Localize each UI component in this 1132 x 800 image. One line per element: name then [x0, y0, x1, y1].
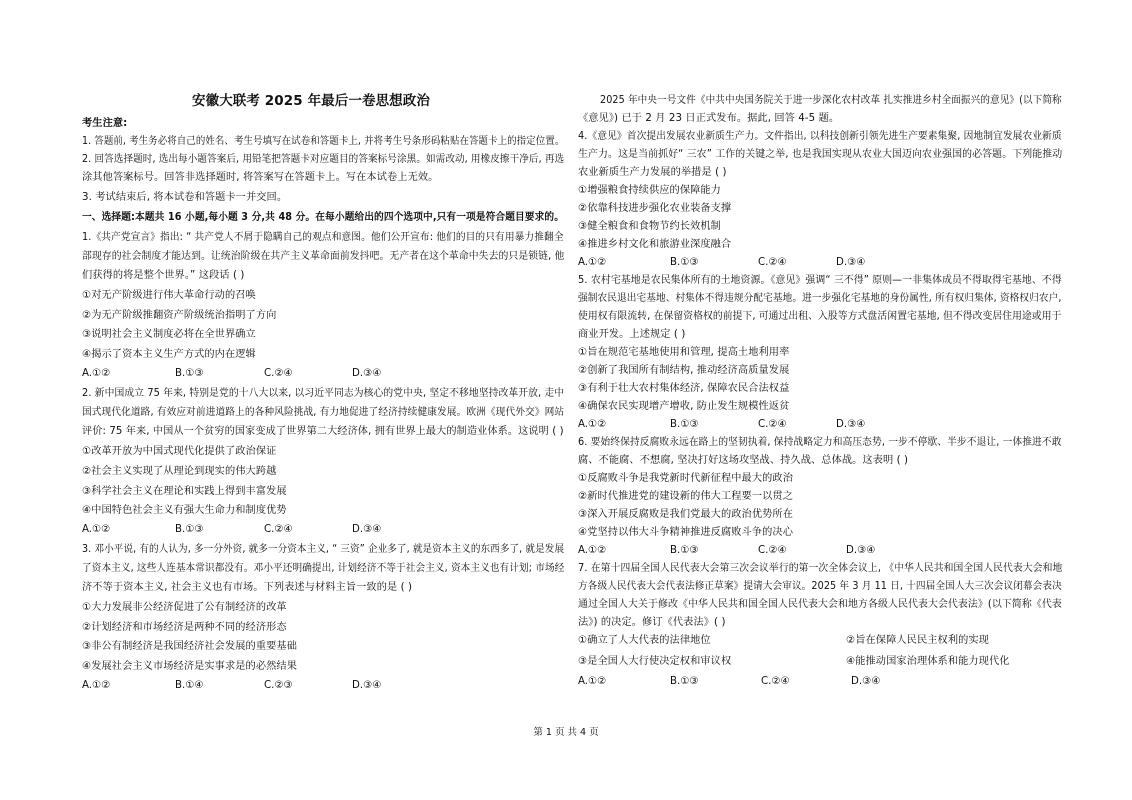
- question-stem: 国式现代化道路, 有效应对前进道路上的各种风险挑战, 有力地促进了经济持续健康发展。欧洲《现代外交》网站: [82, 407, 565, 418]
- question-item: ②创新了我国所有制结构, 推动经济高质量发展: [578, 365, 790, 376]
- answer-options: [82, 368, 564, 380]
- option-b: B.①③: [175, 368, 204, 379]
- notice-line: 涂其他答案标号。回答非选择题时, 将答案写在答题卡上。写在本试卷上无效。: [82, 172, 439, 183]
- notice-label: 考生注意:: [82, 118, 128, 129]
- question-item: ①改革开放为中国式现代化提供了政治保证: [82, 446, 277, 457]
- question-stem: 3. 邓小平说, 有的人认为, 多一分外资, 就多一分资本主义, “ 三资” 企业多了, 就是资本主义的东西多了, 就是发展: [82, 544, 565, 555]
- option-d: D.③④: [846, 545, 876, 556]
- option-d: D.③④: [836, 257, 866, 268]
- option-a: A.①②: [82, 368, 111, 379]
- question-item: ③深入开展反腐败是我们党最大的政治优势所在: [578, 509, 793, 520]
- exam-title: 安徽大联考 2025 年最后一卷思想政治: [192, 93, 430, 109]
- option-d: D.③④: [836, 419, 866, 430]
- option-a: A.①②: [578, 676, 607, 687]
- option-c: C.②④: [758, 257, 787, 268]
- question-item: ②旨在保障人民民主权利的实现: [846, 635, 989, 646]
- option-b: B.①③: [670, 545, 699, 556]
- question-item: ②为无产阶级推翻资产阶级统治指明了方向: [82, 310, 277, 321]
- question-stem: 方各级人民代表大会代表法修正草案》提请大会审议。2025 年 3 月 11 日, 十四届全国人大三次会议闭幕会表决: [578, 581, 1062, 592]
- question-item: ①增强粮食持续供应的保障能力: [578, 185, 721, 196]
- question-item: ③是全国人大行使决定权和审议权: [578, 656, 732, 667]
- question-item: ②计划经济和市场经济是两种不同的经济形态: [82, 622, 287, 633]
- question-stem: 7. 在第十四届全国人民代表大会第三次会议举行的第一次全体会议上, 《中华人民共和国全国人民代表大会和地: [578, 563, 1063, 574]
- question-item: ②依靠科技进步强化农业装备支撑: [578, 203, 732, 214]
- section-heading: 一、选择题:本题共 16 小题,每小题 3 分,共 48 分。在每小题给出的四个选项中,只有一项是符合题目要求的。: [82, 212, 565, 223]
- question-item: ①确立了人大代表的法律地位: [578, 635, 711, 646]
- question-item: ③有利于壮大农村集体经济, 保障农民合法权益: [578, 383, 790, 394]
- question-stem: 使用权有限流转, 在保留资格权的前提下, 可通过出租、入股等方式盘活闲置宅基地, 但不得改变居住用途或用于: [578, 311, 1062, 322]
- question-stem: 农业新质生产力发展的举措是 ( ): [578, 167, 727, 178]
- answer-options: [82, 680, 564, 692]
- option-d: D.③④: [352, 368, 382, 379]
- option-c: C.②④: [264, 368, 293, 379]
- question-item: ③科学社会主义在理论和实践上得到丰富发展: [82, 486, 287, 497]
- question-item: ①对无产阶级进行伟大革命行动的召唤: [82, 290, 256, 301]
- option-a: A.①②: [578, 419, 607, 430]
- question-stem: 5. 农村宅基地是农民集体所有的土地资源。《意见》强调“ 三不得” 原则—一非集体成员不得取得宅基地、不得: [578, 275, 1062, 286]
- question-item: ④能推动国家治理体系和能力现代化: [846, 656, 1010, 667]
- question-item: ④发展社会主义市场经济是实事求是的必然结果: [82, 661, 297, 672]
- option-d: D.③④: [352, 680, 382, 691]
- answer-options: [578, 419, 1062, 431]
- question-item: ①大力发展非公经济促进了公有制经济的改革: [82, 602, 287, 613]
- option-d: D.③④: [352, 524, 382, 535]
- question-stem: 强制农民退出宅基地、村集体不得违规分配宅基地。进一步强化宅基地的身份属性, 所有权归集体, 资格权归农户,: [578, 293, 1062, 304]
- question-stem: 1.《共产党宣言》指出: “ 共产党人不屑于隐瞒自己的观点和意图。他们公开宣布: 他们的目的只有用暴力推翻全: [82, 232, 564, 243]
- question-stem: 济不等于资本主义, 社会主义也有市场。下列表述与材料主旨一致的是 ( ): [82, 582, 413, 593]
- answer-options: [578, 545, 1062, 557]
- question-item: ①旨在规范宅基地使用和管理, 提高土地利用率: [578, 347, 790, 358]
- notice-line: 1. 答题前, 考生务必将自己的姓名、考生号填写在试卷和答题卡上, 并将考生号条形码粘贴在答题卡上的指定位置。: [82, 136, 565, 147]
- answer-options: [578, 676, 1062, 688]
- material-intro: 《意见》) 已于 2 月 23 日正式发布。据此, 回答 4-5 题。: [578, 113, 840, 124]
- option-a: A.①②: [578, 545, 607, 556]
- question-item: ②社会主义实现了从理论到现实的伟大跨越: [82, 466, 277, 477]
- question-item: ④揭示了资本主义生产方式的内在逻辑: [82, 349, 256, 360]
- option-b: B.①③: [670, 419, 699, 430]
- answer-options: [82, 524, 564, 536]
- option-c: C.②③: [264, 680, 293, 691]
- option-b: B.①③: [670, 257, 699, 268]
- option-d: D.③④: [851, 676, 881, 687]
- material-intro: 2025 年中央一号文件《中共中央国务院关于进一步深化农村改革 扎实推进乡村全面振兴的意见》(以下简称: [600, 95, 1062, 106]
- question-item: ②新时代推进党的建设新的伟大工程要一以贯之: [578, 491, 793, 502]
- option-c: C.②④: [761, 676, 790, 687]
- question-stem: 通过全国人大关于修改《中华人民共和国全国人民代表大会和地方各级人民代表大会代表法》(以下简称《代表: [578, 599, 1062, 610]
- question-stem: 生产力。这是当前抓好“ 三农” 工作的关键之举, 也是我国实现从农业大国迈向农业强国的必答题。下列能推动: [578, 149, 1063, 160]
- option-b: B.①③: [175, 524, 204, 535]
- question-item: ④推进乡村文化和旅游业深度融合: [578, 239, 732, 250]
- question-stem: 2. 新中国成立 75 年来, 特别是党的十八大以来, 以习近平同志为核心的党中央, 坚定不移地坚持改革开放, 走中: [82, 388, 565, 399]
- question-stem: 法》) 的决定。修订《代表法》( ): [578, 617, 726, 628]
- question-stem: 腐、不能腐、不想腐, 坚决打好这场攻坚战、持久战、总体战。这表明 ( ): [578, 455, 909, 466]
- option-a: A.①②: [82, 680, 111, 691]
- question-stem: 商业开发。上述规定 ( ): [578, 329, 686, 340]
- answer-options: [578, 257, 1062, 269]
- option-c: C.②④: [758, 545, 787, 556]
- question-item: ④中国特色社会主义有强大生命力和制度优势: [82, 505, 287, 516]
- page-footer: 第 1 页 共 4 页: [533, 727, 599, 738]
- question-stem: 们获得的将是整个世界。” 这段话 ( ): [82, 270, 245, 281]
- question-stem: 了资本主义, 这些人连基本常识都没有。邓小平还明确提出, 计划经济不等于社会主义, 资本主义也有计划; 市场经: [82, 563, 565, 574]
- question-stem: 部现存的社会制度才能达到。让统治阶级在共产主义革命面前发抖吧。无产者在这个革命中失去的只是锁链, 他: [82, 251, 565, 262]
- question-item: ③健全粮食和食物节约长效机制: [578, 221, 721, 232]
- question-item: ③说明社会主义制度必将在全世界确立: [82, 329, 256, 340]
- option-c: C.②④: [758, 419, 787, 430]
- question-item: ①反腐败斗争是我党新时代新征程中最大的政治: [578, 473, 793, 484]
- question-item: ③非公有制经济是我国经济社会发展的重要基础: [82, 641, 297, 652]
- option-c: C.②④: [264, 524, 293, 535]
- notice-line: 3. 考试结束后, 将本试卷和答题卡一并交回。: [82, 192, 288, 203]
- question-item: ④确保农民实现增产增收, 防止发生规模性返贫: [578, 401, 790, 412]
- option-b: B.①③: [670, 676, 699, 687]
- option-a: A.①②: [578, 257, 607, 268]
- question-item: ④党坚持以伟大斗争精神推进反腐败斗争的决心: [578, 527, 793, 538]
- question-stem: 评价: 75 年来, 中国从一个贫穷的国家变成了世界第二大经济体, 拥有世界上最大的制造业体系。这说明 ( ): [82, 426, 564, 437]
- question-stem: 6. 要始终保持反腐败永远在路上的坚韧执着, 保持战略定力和高压态势, 一步不停歇、半步不退让, 一体推进不敢: [578, 437, 1062, 448]
- option-b: B.①④: [175, 680, 204, 691]
- option-a: A.①②: [82, 524, 111, 535]
- question-stem: 4.《意见》首次提出发展农业新质生产力。文件指出, 以科技创新引领先进生产要素集聚, 因地制宜发展农业新质: [578, 131, 1062, 142]
- notice-line: 2. 回答选择题时, 选出每小题答案后, 用铅笔把答题卡对应题目的答案标号涂黑。如需改动, 用橡皮擦干净后, 再选: [82, 154, 565, 165]
